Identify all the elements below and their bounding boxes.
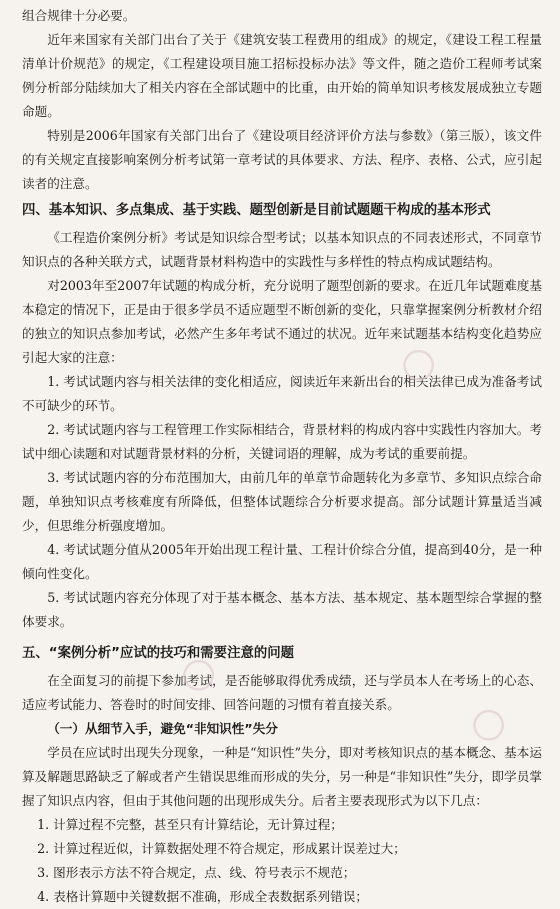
document-page [22,4,542,909]
paragraph-score-loss: 学员在应试时出现失分现象，一种是“知识性”失分，即对考核知识点的基本概念、基本运算及解题思路缺乏了解或者产生错误思维而形成的失分，另一种是“非知识性”失分，即学员掌握了知识点内容，但由于其他问题的出现形成失分。后者主要表现形式为以下几点： [22,745,542,808]
watermark-logo-3: ○ [461,694,514,752]
trend-item-1: 1. 考试试题内容与相关法律的变化相适应，阅读近年来新出台的相关法律已成为准备考试不可缺少的环节。 [22,374,542,413]
watermark-logo-1: ○ [391,334,444,392]
loss-item-4: 4. 表格计算题中关键数据不准确，形成全表数据系列错误； [37,889,368,904]
section-heading-5: 五、“案例分析”应试的技巧和需要注意的问题 [22,646,295,661]
loss-item-3: 3. 图形表示方法不符合规定，点、线、符号表示不规范； [37,865,356,880]
paragraph-2003-2007: 对2003年至2007年试题的构成分析，充分说明了题型创新的要求。在近几年试题难度基本稳定的情况下，正是由于很多学员不适应题型不断创新的变化，只靠掌握案例分析教材介绍的独立的知识点参加考试，必然产生多年考试不通过的状况。近年来试题基本结构变化趋势应引起大家的注意： [22,278,542,365]
trend-item-5: 5. 考试试题内容充分体现了对于基本概念、基本方法、基本规定、基本题型综合掌握的整体要求。 [22,590,542,629]
paragraph-regulations: 近年来国家有关部门出台了关于《建筑安装工程费用的组成》的规定，《建设工程工程量清单计价规范》的规定，《工程建设项目施工招标投标办法》等文件，随之造价工程师考试案例分析部分陆续加大了相关内容在全部试题中的比重，由开始的简单知识考核发展成独立专题命题。 [22,32,542,119]
trend-item-4: 4. 考试试题分值从2005年开始出现工程计量、工程计价综合分值，提高到40分，是一种倾向性变化。 [22,542,542,581]
paragraph-2006-rules: 特别是2006年国家有关部门出台了《建设项目经济评价方法与参数》（第三版），该文件的有关规定直接影响案例分析考试第一章考试的具体要求、方法、程序、表格、公式，应引起读者的注意。 [22,128,542,191]
loss-item-1: 1. 计算过程不完整，甚至只有计算结论，无计算过程； [37,817,343,832]
paragraph-exam-nature: 《工程造价案例分析》考试是知识综合型考试；以基本知识点的不同表述形式，不同章节知识点的各种关联方式，试题背景材料构造中的实践性与多样性的特点构成试题结构。 [22,230,542,269]
loss-item-2: 2. 计算过程近似，计算数据处理不符合规定，形成累计误差过大； [37,841,406,856]
trend-item-2: 2. 考试试题内容与工程管理工作实际相结合，背景材料的构成内容中实践性内容加大。考试中细心读题和对试题背景材料的分析，关键词语的理解，成为考试的重要前提。 [22,422,542,461]
trend-item-3: 3. 考试试题内容的分布范围加大，由前几年的单章节命题转化为多章节、多知识点综合命题，单独知识点考核难度有所降低，但整体试题综合分析要求提高。部分试题计算量适当减少，但思维分析强度增加。 [22,470,542,533]
watermark-logo-2: ○ [171,644,224,702]
paragraph-exam-mindset: 在全面复习的前提下参加考试，是否能够取得优秀成绩，还与学员本人在考场上的心态、适应考试能力、答卷时的时间安排、回答问题的习惯有着直接关系。 [22,673,542,712]
intro-paragraph-end: 组合规律十分必要。 [22,8,136,23]
section-heading-4: 四、基本知识、多点集成、基于实践、题型创新是目前试题题干构成的基本形式 [22,203,491,218]
subsection-heading-1: （一）从细节入手，避免“非知识性”失分 [47,721,278,736]
